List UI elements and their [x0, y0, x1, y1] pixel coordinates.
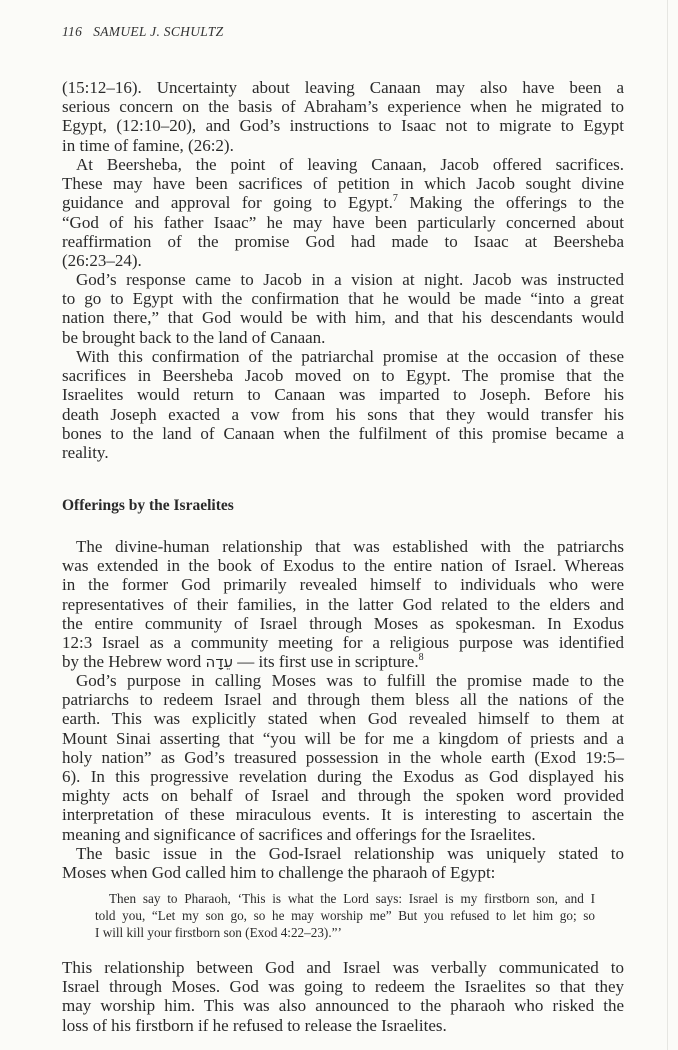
text-line: Egypt, (12:10–20), and God’s instructions to Isaac not to migrate to Egypt — [62, 116, 624, 136]
text-line: in the former God primarily revealed himself to individuals who were — [62, 575, 624, 595]
text-line: to go to Egypt with the confirmation that he would be made “into a great — [62, 289, 624, 309]
text-line: mighty acts on behalf of Israel and through the spoken word provided — [62, 786, 624, 806]
text-line: representatives of their families, in the latter God related to the elders and — [62, 594, 624, 614]
text-line: bones to the land of Canaan when the fulfilment of this promise became a — [62, 423, 624, 443]
text-line-hebrew — [62, 652, 624, 671]
text-line: was extended in the book of Exodus to the entire nation of Israel. Whereas — [62, 556, 624, 576]
text-line: nation there,” that God would be with him, and that his descendants would — [62, 308, 624, 328]
text-line: in time of famine, (26:2). — [62, 135, 234, 155]
text-line: The basic issue in the God-Israel relationship was uniquely stated to — [76, 844, 624, 863]
quote-line: Then say to Pharaoh, ‘This is what the Lord says: Israel is my firstborn son, and I — [109, 891, 595, 906]
quote-line: I will kill your firstborn son (Exod 4:22–23).”’ — [95, 925, 342, 940]
text-line: (26:23–24). — [62, 250, 142, 270]
text-fragment: — its first use in scripture. — [233, 652, 419, 672]
text-fragment: by the Hebrew word — [62, 652, 206, 672]
text-line: be brought back to the land of Canaan. — [62, 327, 326, 347]
paragraph-2 — [62, 155, 624, 270]
running-head — [62, 24, 223, 40]
page-number: 116 — [62, 24, 83, 39]
text-line: God’s response came to Jacob in a vision at night. Jacob was instructed — [76, 270, 624, 289]
paragraph-7 — [62, 844, 624, 882]
text-line: may worship him. This was also announced to the pharaoh who risked the — [62, 996, 624, 1016]
text-line: interpretation of these miraculous events. It is interesting to ascertain the — [62, 805, 624, 825]
paragraph-4 — [62, 347, 624, 462]
text-line: loss of his firstborn if he refused to release the Israelites. — [62, 1015, 447, 1035]
text-fragment: Making the offerings to the — [397, 193, 624, 213]
text-line: The divine-human relationship that was established with the patriarchs — [76, 537, 624, 556]
text-line: reality. — [62, 442, 109, 462]
text-line: With this confirmation of the patriarchal promise at the occasion of these — [76, 347, 624, 366]
block-quote — [95, 890, 595, 941]
text-line: These may have been sacrifices of petition in which Jacob sought divine — [62, 174, 624, 194]
text-line: “God of his father Isaac” he may have been particularly concerned about — [62, 212, 624, 232]
text-line: serious concern on the basis of Abraham’s experience when he migrated to — [62, 97, 624, 117]
paragraph-8 — [62, 958, 624, 1035]
text-line: meaning and significance of sacrifices and offerings for the Israelites. — [62, 824, 536, 844]
footnote-marker[interactable]: 7 — [392, 193, 398, 205]
page-edge — [667, 0, 668, 1050]
text-line: Moses when God called him to challenge the pharaoh of Egypt: — [62, 863, 496, 883]
text-line: reaffirmation of the promise God had made to Isaac at Beersheba — [62, 231, 624, 251]
text-line: holy nation” as God’s treasured possession in the whole earth (Exod 19:5– — [62, 747, 624, 767]
text-line: God’s purpose in calling Moses was to fulfill the promise made to the — [76, 671, 624, 690]
text-line: Mount Sinai asserting that “you will be for me a kingdom of priests and a — [62, 728, 624, 748]
hebrew-word: עֵדָה — [205, 653, 234, 672]
paragraph-1 — [62, 78, 624, 155]
text-line: Israelites would return to Canaan was imparted to Joseph. Before his — [62, 385, 624, 405]
paragraph-6 — [62, 671, 624, 844]
text-line: patriarchs to redeem Israel and through them bless all the nations of the — [62, 690, 624, 710]
text-line: (15:12–16). Uncertainty about leaving Canaan may also have been a — [62, 78, 624, 97]
text-line: 12:3 Israel as a community meeting for a religious purpose was identified — [62, 632, 624, 652]
section-heading: Offerings by the Israelites — [62, 497, 234, 514]
text-line: death Joseph exacted a vow from his sons that they would transfer his — [62, 404, 624, 424]
author-name: SAMUEL J. SCHULTZ — [93, 24, 224, 39]
footnote-marker[interactable]: 8 — [418, 652, 424, 664]
text-fragment: guidance and approval for going to Egypt. — [62, 193, 393, 213]
text-line: sacrifices in Beersheba Jacob moved on to Egypt. The promise that the — [62, 366, 624, 386]
text-line: earth. This was explicitly stated when God revealed himself to them at — [62, 709, 624, 729]
text-line: the entire community of Israel through Moses as spokesman. In Exodus — [62, 613, 624, 633]
paragraph-5 — [62, 537, 624, 671]
text-line: At Beersheba, the point of leaving Canaan, Jacob offered sacrifices. — [76, 155, 624, 174]
quote-line: told you, “Let my son go, so he may worship me” But you refused to let him go; so — [95, 908, 595, 923]
text-line-with-footnote — [62, 193, 624, 212]
paragraph-3 — [62, 270, 624, 347]
text-line: 6). In this progressive revelation during the Exodus as God displayed his — [62, 766, 624, 786]
text-line: Israel through Moses. God was going to redeem the Israelites so that they — [62, 977, 624, 997]
text-line: This relationship between God and Israel was verbally communicated to — [62, 958, 624, 977]
